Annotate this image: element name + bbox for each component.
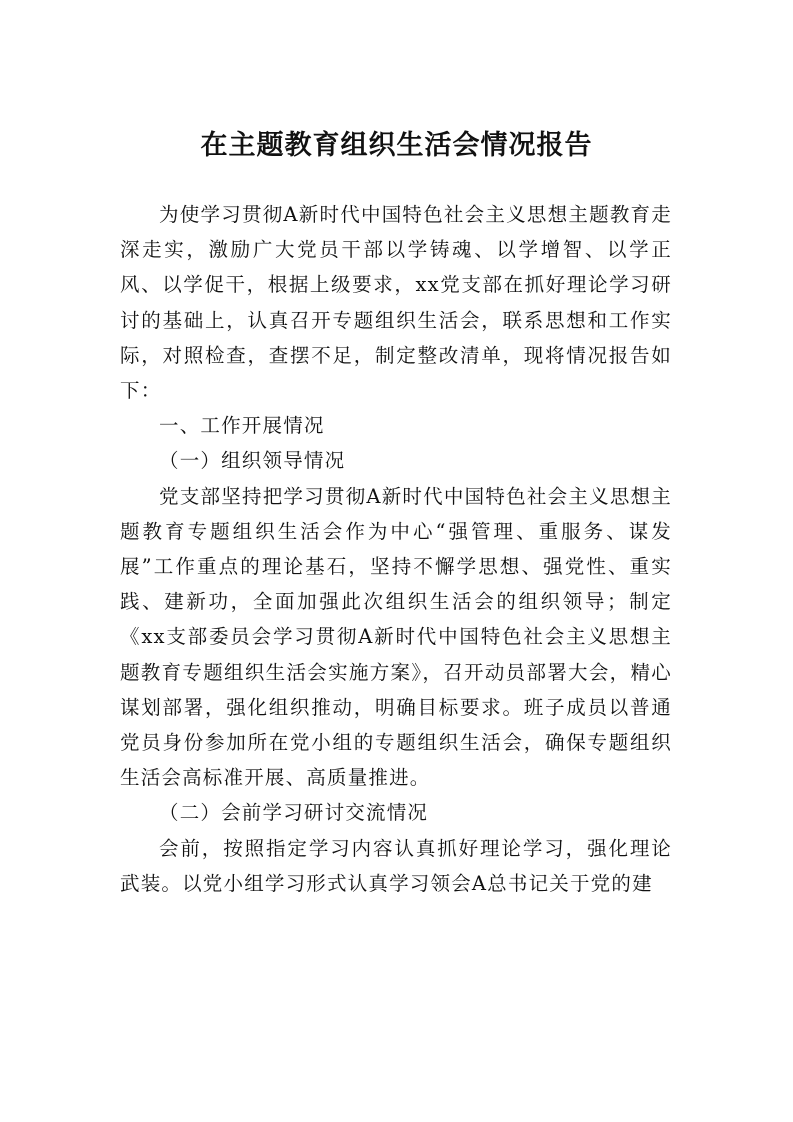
document-body bbox=[120, 197, 672, 901]
subsection-paragraph-1: 党支部坚持把学习贯彻A新时代中国特色社会主义思想主题教育专题组织生活会作为中心“强管理、重服务、谋发展”工作重点的理论基石，坚持不懈学思想、强党性、重实践、建新功，全面加强此次组织生活会的组织领导；制定《xx支部委员会学习贯彻A新时代中国特色社会主义思想主题教育专题组织生活会实施方案》，召开动员部署大会，精心谋划部署，强化组织推动，明确目标要求。班子成员以普通党员身份参加所在党小组的专题组织生活会，确保专题组织生活会高标准开展、高质量推进。 bbox=[120, 484, 672, 790]
subsection-paragraph-2: 会前，按照指定学习内容认真抓好理论学习，强化理论武装。以党小组学习形式认真学习领会A总书记关于党的建 bbox=[120, 836, 672, 895]
document-title: 在主题教育组织生活会情况报告 bbox=[200, 130, 593, 161]
section-heading-1: 一、工作开展情况 bbox=[159, 414, 325, 438]
intro-paragraph: 为使学习贯彻A新时代中国特色社会主义思想主题教育走深走实，激励广大党员干部以学铸魂、以学增智、以学正风、以学促干，根据上级要求，xx党支部在抓好理论学习研讨的基础上，认真召开专题组织生活会，联系思想和工作实际，对照检查，查摆不足，制定整改清单，现将情况报告如下： bbox=[120, 203, 672, 403]
subsection-heading-2: （二）会前学习研讨交流情况 bbox=[159, 801, 429, 825]
subsection-heading-1: （一）组织领导情况 bbox=[159, 449, 346, 473]
